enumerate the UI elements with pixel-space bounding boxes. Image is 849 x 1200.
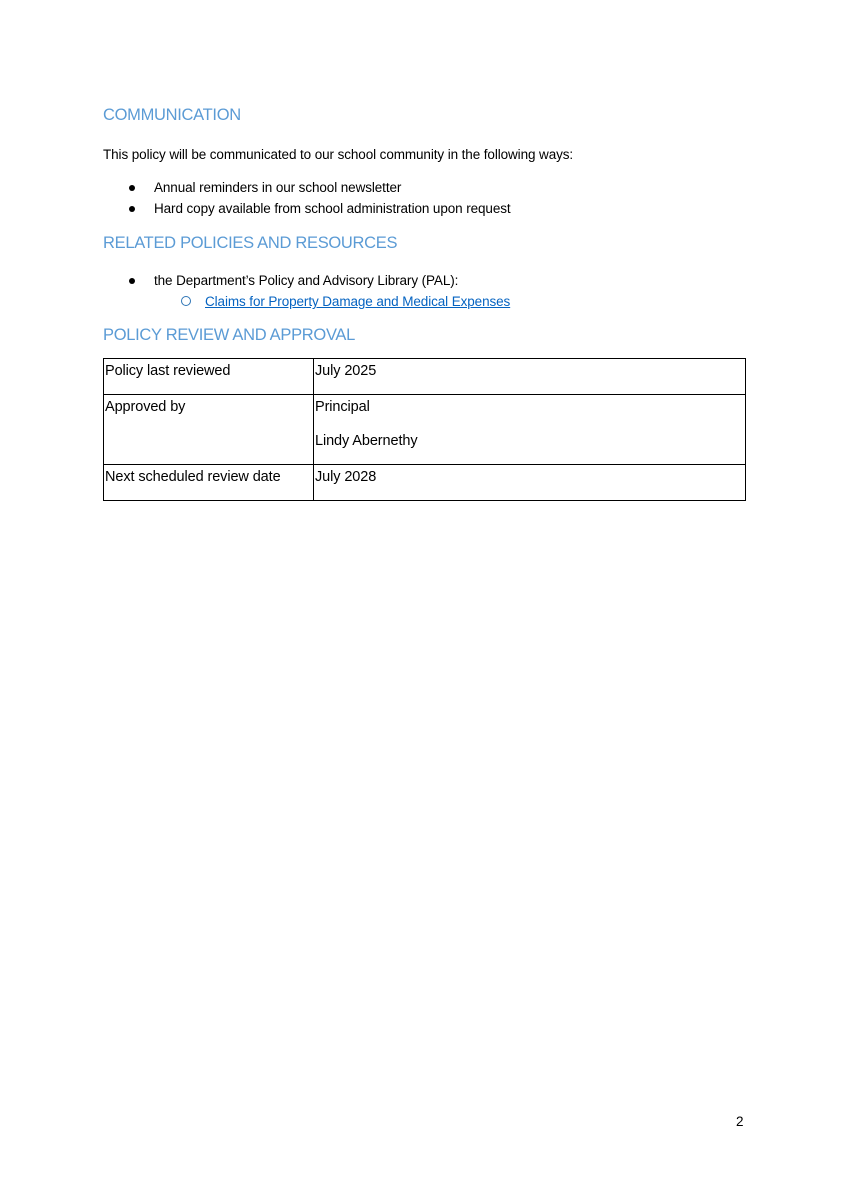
communication-intro: This policy will be communicated to our school community in the following ways: — [103, 147, 574, 162]
approver-title: Principal — [315, 399, 370, 415]
table-row — [104, 465, 746, 501]
table-row — [104, 359, 746, 395]
approver-name: Lindy Abernethy — [315, 433, 418, 449]
review-table — [103, 358, 746, 501]
table-cell-label: Next scheduled review date — [104, 465, 314, 501]
table-row — [104, 395, 746, 465]
bullet-icon — [129, 185, 135, 191]
table-cell-value: July 2025 — [314, 359, 746, 395]
table-cell-label: Approved by — [104, 395, 314, 465]
bullet-icon — [129, 206, 135, 212]
communication-heading: COMMUNICATION — [103, 106, 241, 124]
bullet-icon — [129, 278, 135, 284]
table-cell-value — [314, 395, 746, 465]
table-cell-label: Policy last reviewed — [104, 359, 314, 395]
table-cell-value: July 2028 — [314, 465, 746, 501]
hollow-circle-bullet-icon — [181, 296, 191, 306]
related-policies-heading: RELATED POLICIES AND RESOURCES — [103, 234, 398, 252]
policy-review-heading: POLICY REVIEW AND APPROVAL — [103, 326, 356, 344]
page-number: 2 — [736, 1114, 744, 1129]
list-item-text: the Department’s Policy and Advisory Library (PAL): — [154, 273, 459, 288]
claims-link[interactable]: Claims for Property Damage and Medical Expenses — [205, 294, 511, 309]
list-item-text: Hard copy available from school administration upon request — [154, 201, 511, 216]
list-item-text: Annual reminders in our school newsletter — [154, 180, 402, 195]
